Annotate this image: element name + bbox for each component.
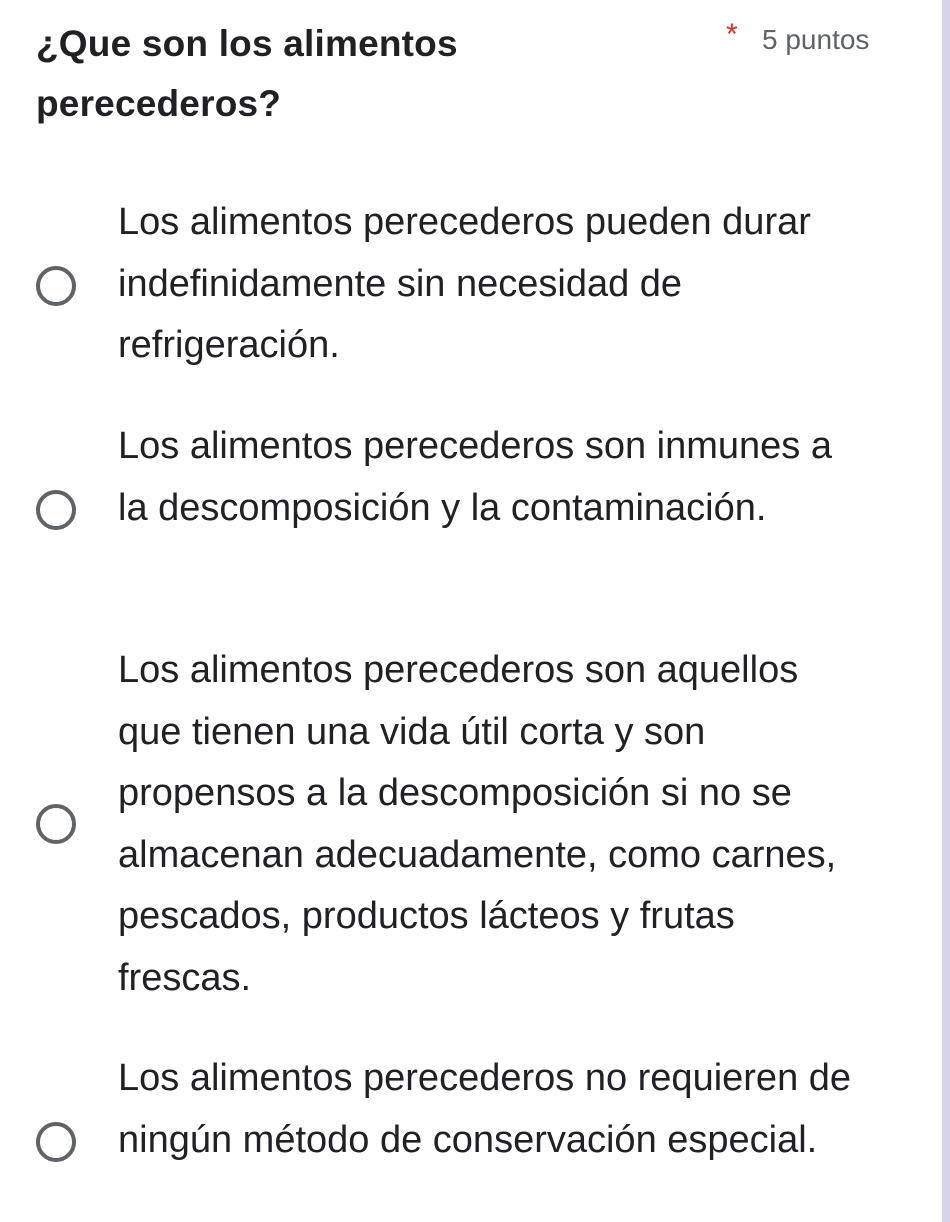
option-label: Los alimentos perecederos son aquellos que tienen una vida útil corta y son propensos a la descomposición si no se almacenan adecuadamente, como carnes, pescados, productos lácteos y frutas frescas. xyxy=(118,649,837,999)
radio-option-4[interactable] xyxy=(0,1046,940,1222)
radio-option-3[interactable] xyxy=(0,638,940,1008)
scrollbar-track[interactable] xyxy=(942,0,950,1222)
option-label: Los alimentos perecederos son inmunes a la descomposición y la contaminación. xyxy=(118,425,832,529)
radio-button-icon[interactable] xyxy=(36,804,76,844)
option-label: Los alimentos perecederos pueden durar indefinidamente sin necesidad de refrigeración. xyxy=(118,201,811,366)
radio-button-icon[interactable] xyxy=(36,1122,76,1162)
radio-option-1[interactable] xyxy=(0,190,940,380)
radio-button-icon[interactable] xyxy=(36,490,76,530)
option-label: Los alimentos perecederos no requieren de ningún método de conservación especial. xyxy=(118,1057,852,1161)
radio-option-2[interactable] xyxy=(0,414,940,604)
points-label: 5 puntos xyxy=(762,24,870,55)
required-asterisk: * xyxy=(726,18,738,51)
radio-button-icon[interactable] xyxy=(36,266,76,306)
question-title: ¿Que son los alimentos perecederos? xyxy=(36,23,458,124)
